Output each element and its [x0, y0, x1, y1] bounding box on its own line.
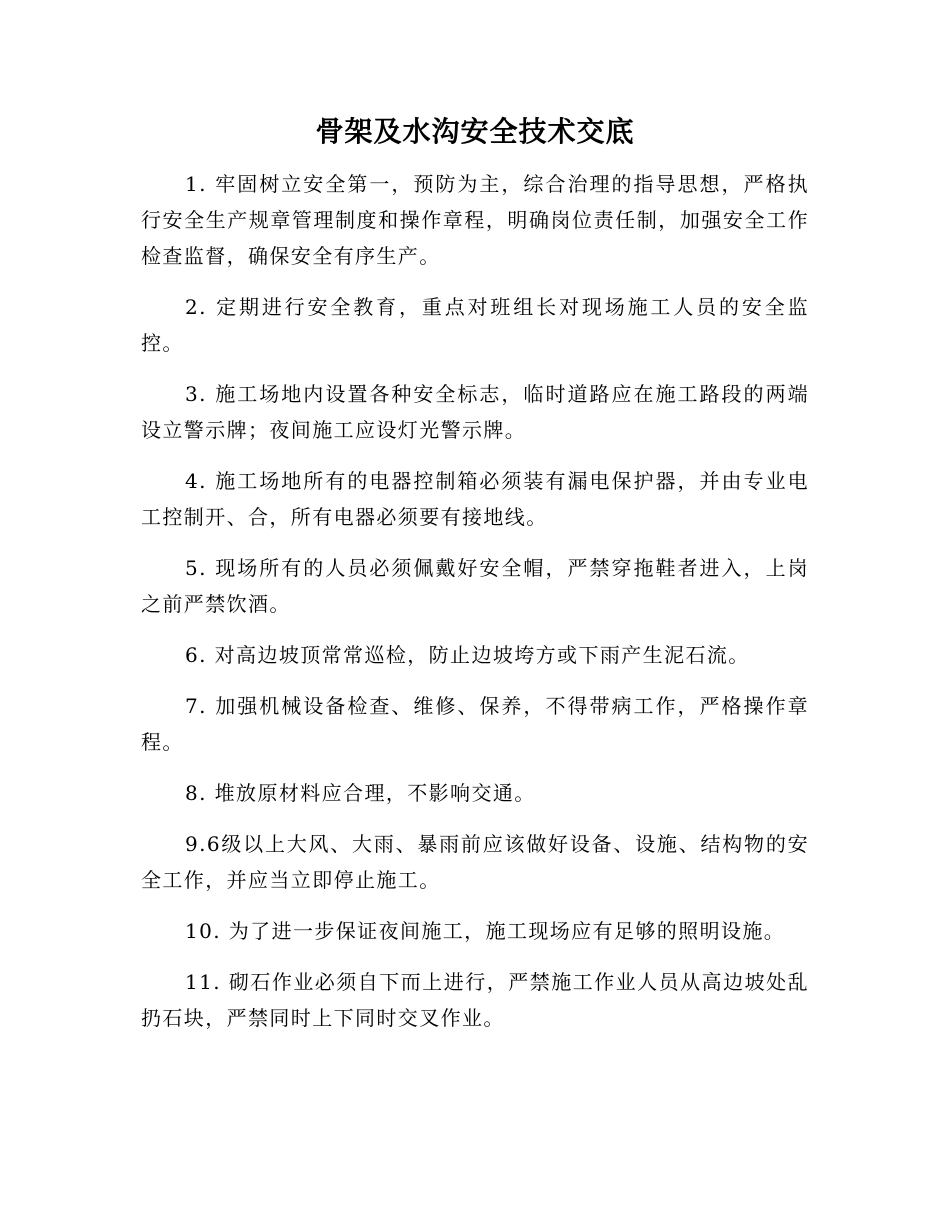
document-body	[141, 166, 809, 1051]
paragraph-9: 9.6级以上大风、大雨、暴雨前应该做好设备、设施、结构物的安全工作，并应当立即停止施工。	[141, 832, 809, 892]
document-title: 骨架及水沟安全技术交底	[315, 115, 635, 148]
paragraph-7: 7. 加强机械设备检查、维修、保养，不得带病工作，严格操作章程。	[141, 694, 809, 754]
paragraph-3: 3. 施工场地内设置各种安全标志，临时道路应在施工路段的两端设立警示牌；夜间施工应设灯光警示牌。	[141, 382, 809, 442]
paragraph-8: 8. 堆放原材料应合理，不影响交通。	[185, 781, 536, 805]
paragraph-5: 5. 现场所有的人员必须佩戴好安全帽，严禁穿拖鞋者进入，上岗之前严禁饮酒。	[141, 556, 809, 616]
paragraph-10: 10. 为了进一步保证夜间施工，施工现场应有足够的照明设施。	[185, 919, 786, 943]
paragraph-11: 11. 砌石作业必须自下而上进行，严禁施工作业人员从高边坡处乱扔石块，严禁同时上下同时交叉作业。	[141, 970, 809, 1030]
paragraph-1: 1. 牢固树立安全第一，预防为主，综合治理的指导思想，严格执行安全生产规章管理制度和操作章程，明确岗位责任制，加强安全工作检查监督，确保安全有序生产。	[141, 172, 809, 268]
paragraph-2: 2. 定期进行安全教育，重点对班组长对现场施工人员的安全监控。	[141, 295, 809, 355]
paragraph-6: 6. 对高边坡顶常常巡检，防止边坡垮方或下雨产生泥石流。	[185, 643, 750, 667]
paragraph-4: 4. 施工场地所有的电器控制箱必须装有漏电保护器，并由专业电工控制开、合，所有电器必须要有接地线。	[141, 469, 809, 529]
